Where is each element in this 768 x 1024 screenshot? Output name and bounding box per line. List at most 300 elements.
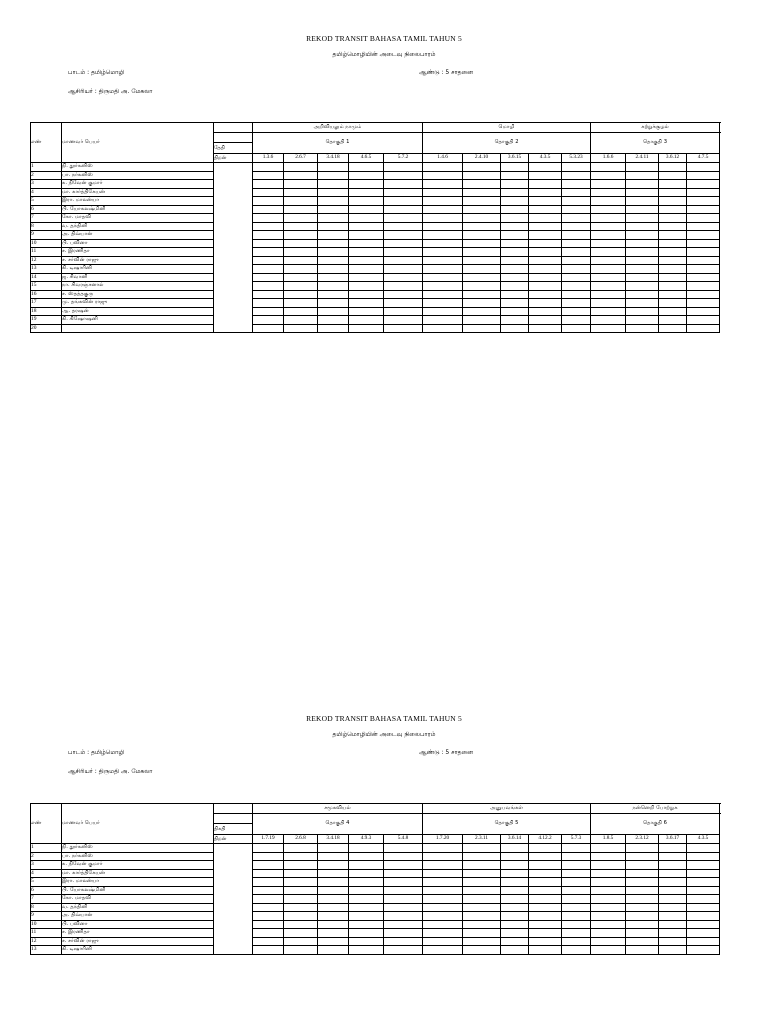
score-cell[interactable] (284, 861, 318, 870)
score-cell[interactable] (591, 920, 626, 929)
student-name: இரா. மாலன்யா (62, 878, 214, 887)
teacher-label: ஆசிரியர் : திருமதி அ. மேகலா (68, 88, 153, 95)
score-cell[interactable] (687, 937, 720, 946)
score-cell[interactable] (253, 937, 284, 946)
student-no: 7 (31, 895, 62, 904)
table-row (31, 920, 720, 929)
student-name: பா. நர்கனிஸ் (62, 171, 214, 180)
student-name: கி. டிஷாரினி (62, 265, 214, 274)
score-cell[interactable] (463, 937, 501, 946)
student-no: 12 (31, 937, 62, 946)
student-name: மு. தங்கவின் ராஜு (62, 299, 214, 308)
score-cell[interactable] (501, 946, 529, 955)
score-cell[interactable] (318, 852, 349, 861)
sheet-subtitle: தமிழ்மொழியின் அடைவு நிலைபாரம் (332, 51, 436, 58)
group-title: அனுபவங்கள் (423, 804, 591, 814)
score-cell[interactable] (626, 861, 659, 870)
score-cell[interactable] (349, 920, 384, 929)
student-no: 3 (31, 861, 62, 870)
table-row (31, 929, 720, 938)
score-cell[interactable] (626, 937, 659, 946)
student-no: 12 (31, 256, 62, 265)
student-no: 9 (31, 912, 62, 921)
score-cell[interactable] (562, 895, 591, 904)
student-no: 17 (31, 299, 62, 308)
score-cell[interactable] (349, 895, 384, 904)
score-cell[interactable] (529, 878, 562, 887)
score-cell[interactable] (529, 895, 562, 904)
student-no: 4 (31, 188, 62, 197)
row-date-label: திகதி (214, 824, 253, 835)
student-name: நி. தூர்கனிஸ் (62, 163, 214, 172)
student-no: 4 (31, 869, 62, 878)
score-cell[interactable] (349, 886, 384, 895)
score-cell[interactable] (659, 929, 687, 938)
score-cell[interactable] (626, 886, 659, 895)
score-cell[interactable] (384, 886, 423, 895)
score-cell[interactable] (318, 929, 349, 938)
score-cell[interactable] (349, 929, 384, 938)
subject-label: பாடம் : தமிழ்மொழி (68, 69, 125, 76)
score-cell[interactable] (529, 852, 562, 861)
student-name: வ. தந்தினி (62, 222, 214, 231)
score-cell[interactable] (463, 852, 501, 861)
score-cell[interactable] (284, 869, 318, 878)
score-cell[interactable] (687, 895, 720, 904)
score-cell[interactable] (284, 912, 318, 921)
score-cell[interactable] (562, 946, 591, 955)
skill-code: 2.4.11 (626, 154, 659, 163)
score-cell[interactable] (349, 903, 384, 912)
student-name: அ. திவ்யான் (62, 912, 214, 921)
student-name: க. நிவேன் குமார் (62, 180, 214, 189)
score-cell[interactable] (562, 886, 591, 895)
score-cell[interactable] (284, 895, 318, 904)
score-cell[interactable] (423, 912, 463, 921)
group-unit: தொகுதி 3 (591, 133, 720, 154)
student-name: அ. திவ்யான் (62, 231, 214, 240)
score-cell[interactable] (349, 912, 384, 921)
score-cell[interactable] (501, 895, 529, 904)
score-cell[interactable] (384, 929, 423, 938)
group-title: நன்னெறி போற்றுக (591, 804, 720, 814)
skill-code: 3.4.18 (318, 835, 349, 844)
score-cell[interactable] (284, 929, 318, 938)
score-cell[interactable] (562, 844, 591, 853)
score-cell[interactable] (687, 869, 720, 878)
score-cell[interactable] (463, 912, 501, 921)
score-cell[interactable] (626, 844, 659, 853)
skill-code: 1.6.6 (591, 154, 626, 163)
score-cell[interactable] (529, 844, 562, 853)
score-cell[interactable] (423, 946, 463, 955)
score-cell[interactable] (659, 861, 687, 870)
score-cell[interactable] (501, 886, 529, 895)
score-cell[interactable] (349, 844, 384, 853)
score-cell[interactable] (463, 861, 501, 870)
score-cell[interactable] (591, 929, 626, 938)
score-cell[interactable] (349, 852, 384, 861)
blank-cell (214, 804, 253, 814)
score-cell[interactable] (423, 886, 463, 895)
skill-code: 4.3.5 (687, 835, 720, 844)
score-cell[interactable] (501, 929, 529, 938)
score-cell[interactable] (284, 886, 318, 895)
score-cell[interactable] (659, 912, 687, 921)
student-no: 14 (31, 273, 62, 282)
score-cell[interactable] (253, 861, 284, 870)
row-date-label: தேதி (214, 143, 253, 154)
group-unit: தொகுதி 6 (591, 814, 720, 835)
score-cell[interactable] (253, 886, 284, 895)
skill-code: 1.8.5 (591, 835, 626, 844)
score-cell[interactable] (384, 869, 423, 878)
skill-code: 1.7.20 (423, 835, 463, 844)
student-name: கோ. மாதவி (62, 895, 214, 904)
score-cell[interactable] (562, 869, 591, 878)
skill-code: 5.7.2 (384, 154, 423, 163)
score-cell[interactable] (318, 878, 349, 887)
score-cell[interactable] (529, 886, 562, 895)
score-cell[interactable] (687, 903, 720, 912)
score-cell[interactable] (659, 920, 687, 929)
score-cell[interactable] (626, 878, 659, 887)
score-cell[interactable] (687, 852, 720, 861)
score-cell[interactable] (626, 903, 659, 912)
score-cell[interactable] (562, 878, 591, 887)
score-cell[interactable] (687, 929, 720, 938)
group-unit: தொகுதி 1 (253, 133, 423, 154)
score-cell[interactable] (423, 937, 463, 946)
score-cell[interactable] (423, 920, 463, 929)
score-cell[interactable] (463, 929, 501, 938)
score-cell[interactable] (659, 903, 687, 912)
row-skill-label: திறன் (214, 835, 253, 844)
score-cell[interactable] (591, 869, 626, 878)
score-cell[interactable] (591, 946, 626, 955)
student-no: 19 (31, 316, 62, 325)
student-name: நி. தூர்கனிஸ் (62, 844, 214, 853)
score-cell[interactable] (318, 937, 349, 946)
student-name: மா. கார்த்திகேயன் (62, 869, 214, 878)
skill-code: 3.6.12 (659, 154, 687, 163)
score-cell[interactable] (349, 946, 384, 955)
score-cell[interactable] (626, 852, 659, 861)
score-cell[interactable] (423, 895, 463, 904)
score-cell[interactable] (659, 869, 687, 878)
score-cell[interactable] (463, 920, 501, 929)
score-cell[interactable] (687, 878, 720, 887)
skill-code: 4.6.5 (349, 154, 384, 163)
score-cell[interactable] (423, 852, 463, 861)
student-name: பி. யோகலஷ்மினி (62, 205, 214, 214)
score-cell[interactable] (384, 937, 423, 946)
sheet-title: REKOD TRANSIT BAHASA TAMIL TAHUN 5 (306, 34, 462, 43)
score-cell[interactable] (318, 920, 349, 929)
table-row (31, 844, 720, 853)
score-cell[interactable] (284, 903, 318, 912)
score-cell[interactable] (687, 912, 720, 921)
score-cell[interactable] (591, 912, 626, 921)
student-name: ஜ. சிவானி (62, 273, 214, 282)
score-cell[interactable] (384, 920, 423, 929)
score-cell[interactable] (463, 844, 501, 853)
score-cell[interactable] (318, 946, 349, 955)
score-cell[interactable] (501, 903, 529, 912)
score-cell[interactable] (529, 920, 562, 929)
col-name-header: மாணவர் பெயர் (62, 123, 214, 163)
score-cell[interactable] (659, 886, 687, 895)
col-no-header: எண் (31, 804, 62, 844)
score-cell[interactable] (284, 878, 318, 887)
student-no: 8 (31, 903, 62, 912)
group-unit: தொகுதி 2 (423, 133, 591, 154)
subject-label: பாடம் : தமிழ்மொழி (68, 749, 125, 756)
score-cell[interactable] (687, 946, 720, 955)
score-cell[interactable] (318, 861, 349, 870)
score-cell[interactable] (349, 878, 384, 887)
score-cell[interactable] (591, 852, 626, 861)
skill-code: 4.9.3 (349, 835, 384, 844)
score-cell[interactable] (253, 929, 284, 938)
student-name: ச. சர்வின் ராஜு (62, 256, 214, 265)
sheet-subtitle: தமிழ்மொழியின் அடைவு நிலைபாரம் (332, 731, 436, 738)
skill-code: 5.4.8 (384, 835, 423, 844)
score-cell[interactable] (423, 869, 463, 878)
sheet-title: REKOD TRANSIT BAHASA TAMIL TAHUN 5 (306, 714, 462, 723)
score-cell[interactable] (463, 878, 501, 887)
group-title: சமூகவியல் (253, 804, 423, 814)
score-cell[interactable] (529, 929, 562, 938)
table-row (31, 903, 720, 912)
score-cell[interactable] (529, 903, 562, 912)
score-cell[interactable] (318, 844, 349, 853)
student-name: இரா. மாலன்யா (62, 197, 214, 206)
score-cell[interactable] (591, 895, 626, 904)
score-cell[interactable] (253, 946, 284, 955)
score-cell[interactable] (318, 912, 349, 921)
score-cell[interactable] (384, 878, 423, 887)
score-cell[interactable] (591, 861, 626, 870)
skill-code: 2.3.11 (463, 835, 501, 844)
score-cell[interactable] (423, 844, 463, 853)
score-cell[interactable] (284, 937, 318, 946)
score-cell[interactable] (626, 912, 659, 921)
score-cell[interactable] (384, 946, 423, 955)
skill-code: 1.7.19 (253, 835, 284, 844)
table-row (31, 895, 720, 904)
score-cell[interactable] (501, 920, 529, 929)
student-no: 5 (31, 878, 62, 887)
student-no: 15 (31, 282, 62, 291)
score-cell[interactable] (463, 903, 501, 912)
score-cell[interactable] (626, 869, 659, 878)
score-cell[interactable] (562, 861, 591, 870)
score-cell[interactable] (562, 912, 591, 921)
score-cell[interactable] (284, 852, 318, 861)
score-cell[interactable] (423, 903, 463, 912)
skill-code: 1.4.6 (423, 154, 463, 163)
student-name: மா. கார்த்திகேயன் (62, 188, 214, 197)
score-cell[interactable] (384, 903, 423, 912)
score-cell[interactable] (384, 861, 423, 870)
skill-code: 2.6.8 (284, 835, 318, 844)
score-cell[interactable] (529, 869, 562, 878)
skill-code: 2.6.7 (284, 154, 318, 163)
student-no: 13 (31, 946, 62, 955)
skill-code: 5.7.3 (562, 835, 591, 844)
score-cell[interactable] (253, 852, 284, 861)
student-no: 7 (31, 214, 62, 223)
student-no: 13 (31, 265, 62, 274)
skill-code: 5.3.23 (562, 154, 591, 163)
score-cell[interactable] (349, 937, 384, 946)
student-name: பி. பவினா (62, 920, 214, 929)
student-name: பி. யோகலஷ்மினி (62, 886, 214, 895)
score-cell[interactable] (659, 895, 687, 904)
score-cell[interactable] (463, 869, 501, 878)
score-cell[interactable] (626, 920, 659, 929)
score-cell[interactable] (591, 844, 626, 853)
score-cell[interactable] (318, 903, 349, 912)
score-cell[interactable] (253, 895, 284, 904)
student-no: 8 (31, 222, 62, 231)
score-cell[interactable] (501, 844, 529, 853)
score-cell[interactable] (591, 903, 626, 912)
score-cell[interactable] (562, 903, 591, 912)
score-cell[interactable] (501, 912, 529, 921)
score-cell[interactable] (463, 946, 501, 955)
score-cell[interactable] (253, 903, 284, 912)
score-cell[interactable] (253, 920, 284, 929)
score-cell[interactable] (253, 878, 284, 887)
group-unit: தொகுதி 4 (253, 814, 423, 835)
student-name: கி. டிஷாரினி (62, 946, 214, 955)
score-cell[interactable] (562, 852, 591, 861)
score-cell[interactable] (687, 886, 720, 895)
score-cell[interactable] (659, 878, 687, 887)
score-cell[interactable] (687, 861, 720, 870)
student-name: கோ. மாதவி (62, 214, 214, 223)
student-no: 2 (31, 171, 62, 180)
skill-code: 3.6.17 (659, 835, 687, 844)
student-name: க. நிவேன் குமார் (62, 861, 214, 870)
table-row (31, 869, 720, 878)
skill-code: 4.12.2 (529, 835, 562, 844)
table-row (31, 912, 720, 921)
record-table (30, 803, 720, 955)
score-cell[interactable] (562, 920, 591, 929)
score-cell[interactable] (384, 852, 423, 861)
score-cell[interactable] (463, 886, 501, 895)
score-cell[interactable] (384, 844, 423, 853)
score-cell[interactable] (687, 844, 720, 853)
score-cell[interactable] (659, 844, 687, 853)
student-no: 18 (31, 307, 62, 316)
score-cell[interactable] (591, 886, 626, 895)
score-cell[interactable] (562, 929, 591, 938)
student-name: பா. நர்கனிஸ் (62, 852, 214, 861)
table-row (31, 878, 720, 887)
score-cell[interactable] (423, 929, 463, 938)
score-cell[interactable] (423, 861, 463, 870)
score-cell[interactable] (529, 861, 562, 870)
score-cell[interactable] (659, 937, 687, 946)
score-cell[interactable] (253, 912, 284, 921)
score-cell[interactable] (253, 869, 284, 878)
score-cell[interactable] (659, 946, 687, 955)
student-no: 1 (31, 844, 62, 853)
score-cell[interactable] (284, 844, 318, 853)
skill-code: 4.3.5 (529, 154, 562, 163)
skill-code: 3.6.15 (501, 154, 529, 163)
score-cell[interactable] (349, 869, 384, 878)
skill-code: 4.7.5 (687, 154, 720, 163)
student-no: 11 (31, 248, 62, 257)
score-cell[interactable] (501, 878, 529, 887)
score-cell[interactable] (626, 929, 659, 938)
score-cell[interactable] (501, 852, 529, 861)
student-no: 1 (31, 163, 62, 172)
blank-column (214, 844, 253, 955)
score-cell[interactable] (501, 937, 529, 946)
score-cell[interactable] (687, 920, 720, 929)
score-cell[interactable] (562, 937, 591, 946)
score-cell[interactable] (626, 946, 659, 955)
student-name: கி. கிஷோஷனி (62, 316, 214, 325)
student-name: பி. பவினா (62, 239, 214, 248)
score-cell[interactable] (529, 912, 562, 921)
score-cell[interactable] (591, 878, 626, 887)
score-cell[interactable] (284, 920, 318, 929)
score-cell[interactable] (384, 895, 423, 904)
student-name: ச. ஸ்தத்தகுரு (62, 290, 214, 299)
score-cell[interactable] (349, 861, 384, 870)
score-cell[interactable] (253, 844, 284, 853)
table-row (31, 852, 720, 861)
student-name: ச. சர்வின் ராஜு (62, 937, 214, 946)
group-title: அறிவியலும் நாமும் (253, 123, 423, 133)
score-cell[interactable] (318, 886, 349, 895)
score-cell[interactable] (463, 895, 501, 904)
score-cell[interactable] (318, 895, 349, 904)
student-name: நா. சிவரஞ்சனால் (62, 282, 214, 291)
score-cell[interactable] (529, 937, 562, 946)
col-no-header: எண் (31, 123, 62, 163)
score-cell[interactable] (384, 912, 423, 921)
table-row (31, 937, 720, 946)
score-cell[interactable] (591, 937, 626, 946)
skill-code: 1.3.6 (253, 154, 284, 163)
score-cell[interactable] (284, 946, 318, 955)
score-cell[interactable] (659, 852, 687, 861)
score-cell[interactable] (318, 869, 349, 878)
year-label: ஆண்டு : 5 சாதனை (419, 69, 473, 76)
score-cell[interactable] (501, 861, 529, 870)
student-no: 16 (31, 290, 62, 299)
student-name: ச. இரணிதா (62, 248, 214, 257)
score-cell[interactable] (529, 946, 562, 955)
score-cell[interactable] (501, 869, 529, 878)
score-cell[interactable] (626, 895, 659, 904)
table-row (31, 946, 720, 955)
student-name: ஆ. தரஷன் (62, 307, 214, 316)
student-no: 5 (31, 197, 62, 206)
student-no: 10 (31, 920, 62, 929)
score-cell[interactable] (423, 878, 463, 887)
table-row (31, 861, 720, 870)
student-name: ச. இரணிதா (62, 929, 214, 938)
